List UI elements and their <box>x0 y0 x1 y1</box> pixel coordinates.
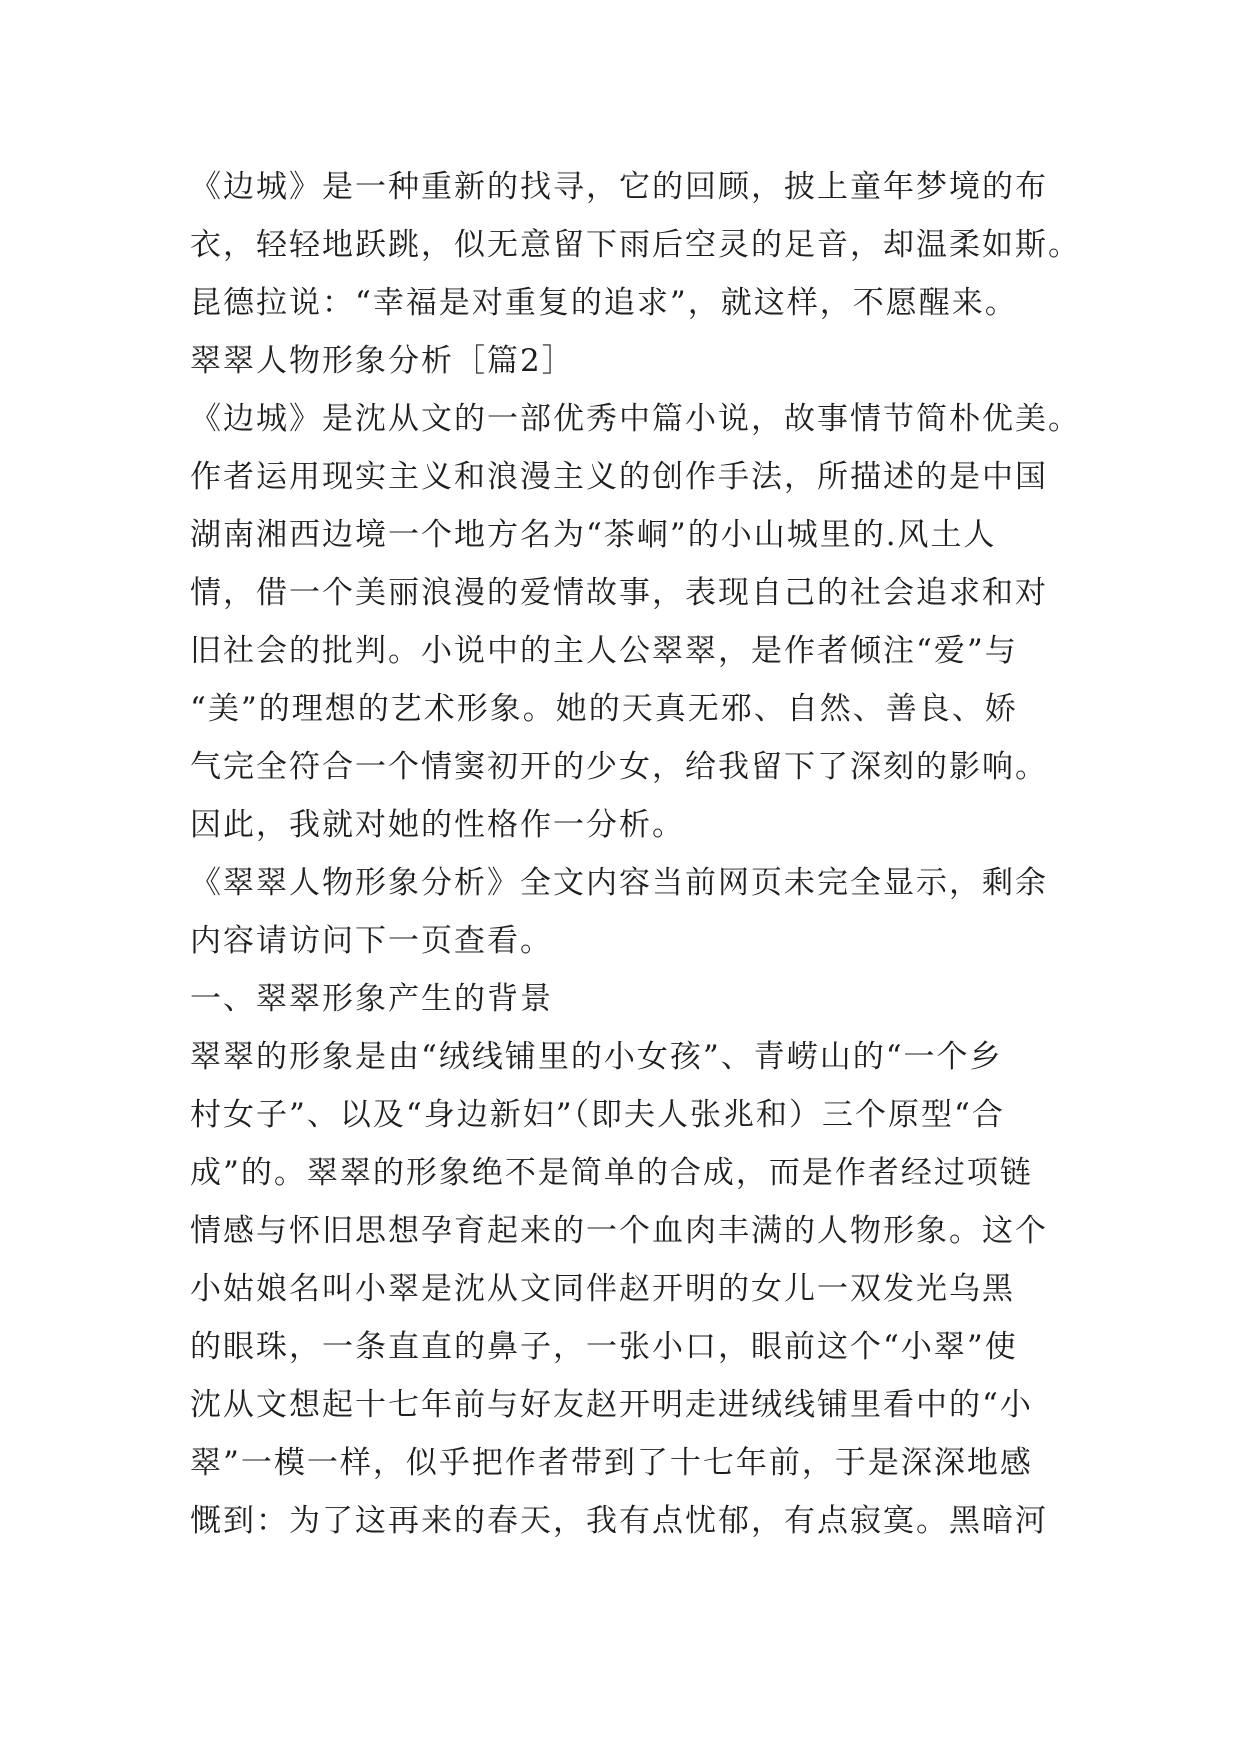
text-line: 内容请访问下一页查看。 <box>190 923 553 959</box>
text-line: 小姑娘名叫小翠是沈从文同伴赵开明的女儿一双发光乌黑 <box>190 1271 1015 1307</box>
text-line: 《边城》是沈从文的一部优秀中篇小说，故事情节简朴优美。 <box>190 401 1081 437</box>
text-line: 的眼珠，一条直直的鼻子，一张小口，眼前这个“小翠”使 <box>190 1329 1018 1365</box>
text-line: 成”的。翠翠的形象绝不是简单的合成，而是作者经过项链 <box>190 1155 1033 1191</box>
text-line: 作者运用现实主义和浪漫主义的创作手法，所描述的是中国 <box>190 459 1048 495</box>
document-body <box>190 158 1090 1550</box>
text-line: 《翠翠人物形象分析》全文内容当前网页未完全显示，剩余 <box>190 865 1048 901</box>
text-line: 村女子”、以及“身边新妇”（即夫人张兆和）三个原型“合 <box>190 1097 1005 1133</box>
text-line: 翠翠的形象是由“绒线铺里的小女孩”、青崂山的“一个乡 <box>190 1039 1003 1075</box>
text-line: 慨到：为了这再来的春天，我有点忧郁，有点寂寞。黑暗河 <box>190 1503 1048 1539</box>
text-line: 旧社会的批判。小说中的主人公翠翠，是作者倾注“爱”与 <box>190 633 1018 669</box>
text-line: 气完全符合一个情窦初开的少女，给我留下了深刻的影响。 <box>190 749 1048 785</box>
text-line: 湖南湘西边境一个地方名为“茶峒”的小山城里的.风土人 <box>190 517 997 553</box>
text-line: 情感与怀旧思想孕育起来的一个血肉丰满的人物形象。这个 <box>190 1213 1048 1249</box>
text-line: 因此，我就对她的性格作一分析。 <box>190 807 685 843</box>
text-line: 沈从文想起十七年前与好友赵开明走进绒线铺里看中的“小 <box>190 1387 1033 1423</box>
section-heading: 一、翠翠形象产生的背景 <box>190 981 553 1017</box>
section-heading: 翠翠人物形象分析［篇2］ <box>190 343 575 379</box>
text-line: 昆德拉说：“幸福是对重复的追求”，就这样，不愿醒来。 <box>190 285 1018 321</box>
text-line: 翠”一模一样，似乎把作者带到了十七年前，于是深深地感 <box>190 1445 1033 1481</box>
text-line: 《边城》是一种重新的找寻，它的回顾，披上童年梦境的布 <box>190 169 1048 205</box>
text-line: “美”的理想的艺术形象。她的天真无邪、自然、善良、娇 <box>190 691 1018 727</box>
text-line: 衣，轻轻地跃跳，似无意留下雨后空灵的足音，却温柔如斯。 <box>190 227 1081 263</box>
text-line: 情，借一个美丽浪漫的爱情故事，表现自己的社会追求和对 <box>190 575 1048 611</box>
